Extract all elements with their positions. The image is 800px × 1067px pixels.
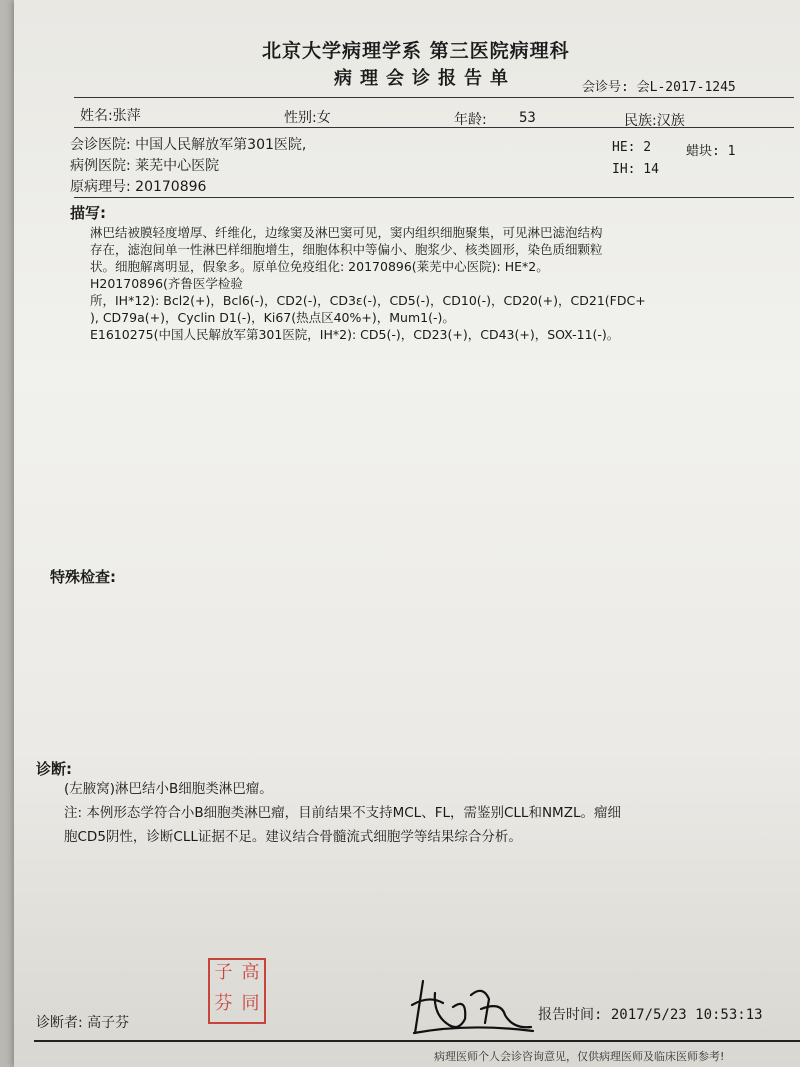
stamp-char: 芬	[214, 993, 233, 1014]
doctor-seal-stamp	[208, 958, 266, 1024]
description-line: E1610275(中国人民解放军第301医院，IH*2): CD5(-)，CD23(+)，CD43(+)，SOX-11(-)。	[90, 327, 620, 342]
stamp-char: 高	[241, 962, 260, 983]
block-count: 蜡块: 1	[686, 144, 736, 159]
special-exam-label: 特殊检查:	[50, 568, 116, 586]
he-count: HE: 2	[612, 140, 652, 155]
consult-hospital: 会诊医院: 中国人民解放军第301医院,	[70, 137, 307, 153]
stamp-char: 子	[214, 962, 233, 983]
report-sheet	[14, 0, 800, 1067]
description-line: 存在，滤泡间单一性淋巴样细胞增生，细胞体积中等偏小、胞浆少、核类圆形，染色质细颗粒	[90, 242, 603, 257]
description-line: H20170896(齐鲁医学检验	[90, 276, 243, 291]
patient-divider	[74, 127, 794, 128]
patient-ethnicity: 民族:汉族	[624, 113, 685, 129]
header-divider	[74, 97, 794, 98]
institution-title: 北京大学病理学系 第三医院病理科	[262, 40, 570, 62]
info-divider	[74, 197, 794, 198]
report-time: 报告时间: 2017/5/23 10:53:13	[538, 1007, 763, 1023]
description-line: ), CD79a(+)，Cyclin D1(-)，Ki67(热点区40%+)，Mum1(-)。	[90, 310, 455, 325]
stamp-char: 同	[241, 993, 260, 1014]
original-pathology-number: 原病理号: 20170896	[70, 179, 207, 195]
patient-name: 姓名:张萍	[80, 108, 141, 124]
diagnosis-line: (左腋窝)淋巴结小B细胞类淋巴瘤。	[64, 781, 273, 797]
patient-gender: 性别:女	[284, 110, 331, 126]
consult-number: 会诊号: 会L-2017-1245	[582, 80, 736, 95]
diagnostician: 诊断者: 高子芬	[36, 1015, 130, 1031]
patient-age-value: 53	[519, 110, 536, 126]
handwritten-signature	[409, 975, 539, 1037]
description-line: 淋巴结被膜轻度增厚、纤维化，边缘窦及淋巴窦可见，窦内组织细胞聚集，可见淋巴滤泡结构	[90, 225, 603, 240]
description-label: 描写:	[70, 204, 106, 222]
disclaimer-note: 病理医师个人会诊咨询意见，仅供病理医师及临床医师参考!	[434, 1050, 725, 1063]
case-hospital: 病例医院: 莱芜中心医院	[70, 158, 220, 174]
diagnosis-line: 注: 本例形态学符合小B细胞类淋巴瘤，目前结果不支持MCL、FL，需鉴别CLL和NMZL。瘤细	[64, 805, 621, 821]
description-line: 所，IH*12): Bcl2(+)，Bcl6(-)，CD2(-)，CD3ε(-)，CD5(-)，CD10(-)，CD20(+)，CD21(FDC+	[90, 293, 646, 308]
ih-count: IH: 14	[612, 162, 659, 177]
patient-age-label: 年龄:	[454, 112, 487, 128]
form-title: 病理会诊报告单	[334, 68, 516, 89]
description-line: 状。细胞解离明显，假象多。原单位免疫组化: 20170896(莱芜中心医院): HE*2。	[90, 259, 549, 274]
footer-divider	[34, 1040, 800, 1042]
diagnosis-line: 胞CD5阴性，诊断CLL证据不足。建议结合骨髓流式细胞学等结果综合分析。	[64, 829, 522, 845]
diagnosis-label: 诊断:	[36, 760, 72, 778]
